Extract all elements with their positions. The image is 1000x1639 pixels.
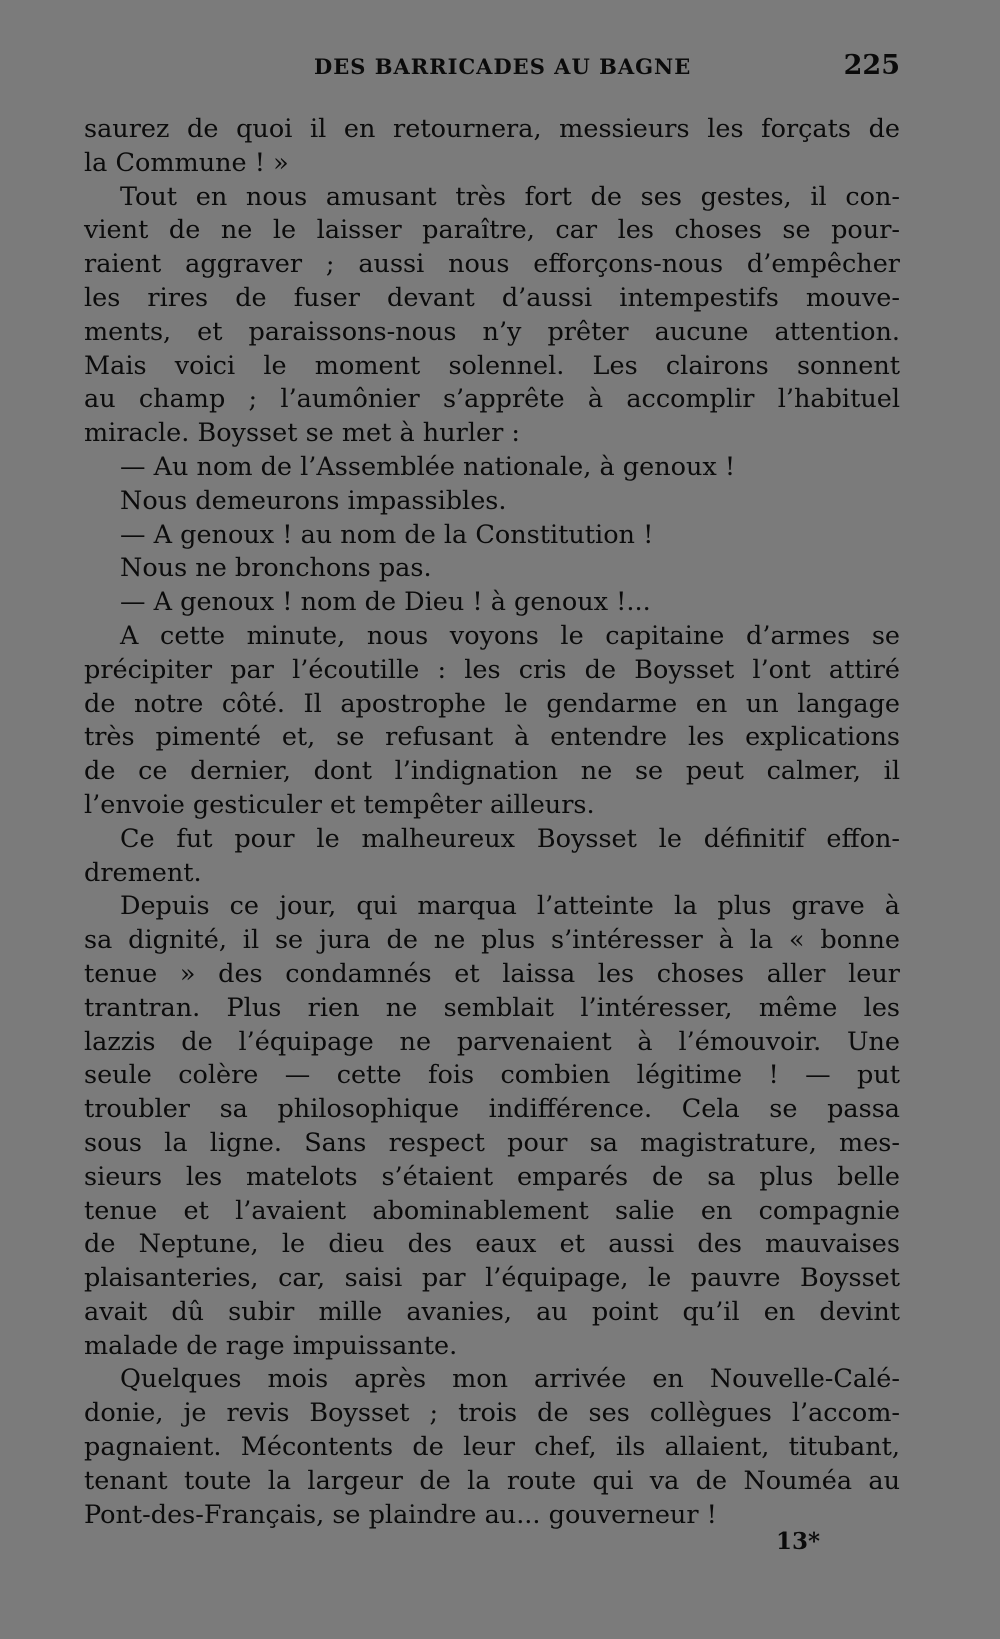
page-header	[84, 50, 900, 86]
text-line: de Neptune, le dieu des eaux et aussi des mauvaises	[84, 1229, 900, 1260]
text-line: Nous demeurons impassibles.	[120, 485, 507, 516]
text-line: — A genoux ! au nom de la Constitution !	[120, 519, 654, 550]
text-line: — A genoux ! nom de Dieu ! à genoux !...	[120, 587, 651, 618]
text-line: ments, et paraissons-nous n’y prêter aucune attention.	[84, 316, 900, 347]
text-line: troubler sa philosophique indifférence. Cela se passa	[84, 1094, 900, 1125]
text-line: Mais voici le moment solennel. Les clairons sonnent	[84, 350, 900, 381]
text-line: A cette minute, nous voyons le capitaine d’armes se	[120, 620, 900, 651]
text-line: tenue et l’avaient abominablement salie en compagnie	[84, 1195, 900, 1226]
text-line: l’envoie gesticuler et tempêter ailleurs.	[84, 789, 595, 820]
text-line: vient de ne le laisser paraître, car les choses se pour-	[84, 215, 900, 246]
text-line: sa dignité, il se jura de ne plus s’intéresser à la « bonne	[84, 925, 900, 956]
text-line: malade de rage impuissante.	[84, 1330, 458, 1361]
text-line: très pimenté et, se refusant à entendre les explications	[84, 722, 900, 753]
text-line: donie, je revis Boysset ; trois de ses collègues l’accom-	[84, 1398, 900, 1429]
text-line: plaisanteries, car, saisi par l’équipage, le pauvre Boysset	[84, 1263, 900, 1294]
text-line: précipiter par l’écoutille : les cris de Boysset l’ont attiré	[84, 654, 900, 685]
text-line: au champ ; l’aumônier s’apprête à accomplir l’habituel	[84, 384, 900, 415]
text-line: pagnaient. Mécontents de leur chef, ils allaient, titubant,	[84, 1432, 900, 1463]
text-line: drement.	[84, 857, 202, 888]
text-line: raient aggraver ; aussi nous efforçons-nous d’empêcher	[84, 249, 900, 280]
text-line: avait dû subir mille avanies, au point qu’il en devint	[84, 1296, 900, 1327]
text-line: tenue » des condamnés et laissa les choses aller leur	[84, 958, 900, 989]
text-line: saurez de quoi il en retournera, messieurs les forçats de	[84, 114, 900, 144]
text-line: Pont-des-Français, se plaindre au... gouverneur !	[84, 1499, 717, 1530]
text-line: Tout en nous amusant très fort de ses gestes, il con-	[120, 181, 900, 212]
page-number: 225	[843, 50, 900, 81]
text-line: sieurs les matelots s’étaient emparés de sa plus belle	[84, 1161, 900, 1192]
signature-mark: 13*	[776, 1528, 821, 1555]
text-line: lazzis de l’équipage ne parvenaient à l’émouvoir. Une	[84, 1026, 900, 1057]
text-line: miracle. Boysset se met à hurler :	[84, 418, 520, 449]
text-line: de ce dernier, dont l’indignation ne se peut calmer, il	[84, 756, 900, 787]
text-line: la Commune ! »	[84, 147, 289, 178]
text-line: tenant toute la largeur de la route qui va de Nouméa au	[84, 1465, 900, 1496]
text-line: les rires de fuser devant d’aussi intempestifs mouve-	[84, 282, 900, 313]
text-line: Quelques mois après mon arrivée en Nouvelle-Calé-	[120, 1364, 900, 1395]
text-line: — Au nom de l’Assemblée nationale, à genoux !	[120, 451, 736, 482]
text-line: Depuis ce jour, qui marqua l’atteinte la plus grave à	[120, 891, 900, 922]
running-title: DES BARRICADES AU BAGNE	[314, 54, 692, 79]
text-line: trantran. Plus rien ne semblait l’intéresser, même les	[84, 992, 900, 1023]
text-line: seule colère — cette fois combien légitime ! — put	[84, 1060, 900, 1091]
body-text	[84, 113, 900, 1532]
text-line: sous la ligne. Sans respect pour sa magistrature, mes-	[84, 1127, 900, 1158]
text-line: Ce fut pour le malheureux Boysset le définitif effon-	[120, 823, 900, 854]
text-line: Nous ne bronchons pas.	[120, 553, 432, 584]
text-line: de notre côté. Il apostrophe le gendarme en un langage	[84, 688, 900, 719]
